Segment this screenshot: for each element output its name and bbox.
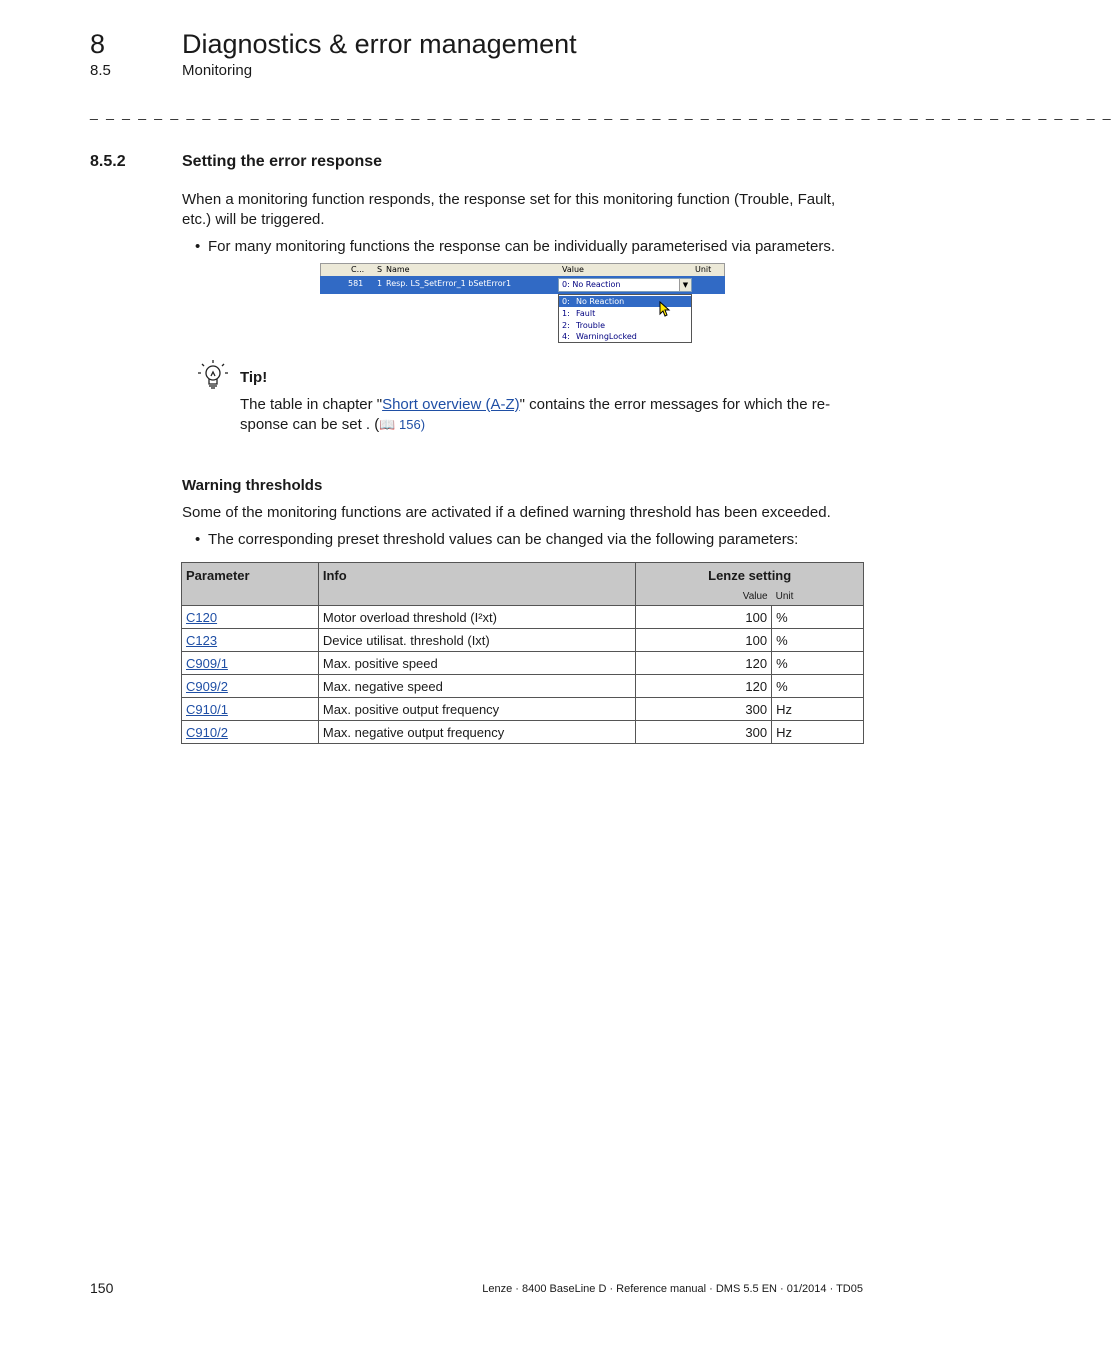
col-value: Value — [636, 588, 772, 606]
warning-thresholds-title: Warning thresholds — [182, 477, 323, 494]
param-value: 100 — [636, 606, 772, 629]
param-link[interactable]: C910/1 — [186, 701, 228, 717]
table-row — [182, 698, 864, 721]
param-value: 300 — [636, 721, 772, 744]
param-unit: % — [772, 606, 864, 629]
subsection-number: 8.5.2 — [90, 153, 126, 170]
table-row — [182, 675, 864, 698]
intro-line-2: etc.) will be triggered. — [182, 211, 325, 228]
param-link[interactable]: C909/1 — [186, 655, 228, 671]
section-title: Monitoring — [182, 62, 253, 79]
param-link[interactable]: C120 — [186, 609, 218, 625]
param-value: 120 — [636, 652, 772, 675]
header-value: Value — [562, 265, 584, 274]
short-overview-link[interactable]: Short overview (A-Z) — [382, 396, 520, 413]
page-number: 150 — [90, 1280, 114, 1296]
warning-paragraph: Some of the monitoring functions are activated if a defined warning threshold has been exceeded. — [182, 504, 831, 521]
param-link[interactable]: C910/2 — [186, 724, 228, 740]
intro-paragraph — [182, 190, 864, 230]
param-value: 120 — [636, 675, 772, 698]
table-row — [182, 606, 864, 629]
chapter-title: Diagnostics & error management — [182, 29, 577, 59]
dropdown-option[interactable]: 4: WarningLocked — [562, 332, 637, 341]
section-number: 8.5 — [90, 62, 111, 79]
param-info: Max. positive speed — [318, 652, 635, 675]
table-header-row — [182, 563, 864, 589]
screenshot-selected-row[interactable] — [320, 276, 725, 294]
mouse-cursor-icon — [659, 301, 671, 317]
lightbulb-icon — [196, 358, 230, 392]
page-reference-link[interactable]: 156) — [395, 417, 426, 432]
subsection-title: Setting the error response — [182, 153, 383, 170]
row-subcode: 1 — [377, 279, 383, 288]
dropdown-option[interactable]: 0: No Reaction — [559, 296, 691, 307]
tip-title: Tip! — [240, 369, 268, 386]
footer-text: Lenze · 8400 BaseLine D · Reference manual · DMS 5.5 EN · 01/2014 · TD05 — [482, 1283, 863, 1295]
intro-line-1: When a monitoring function responds, the response set for this monitoring function (Trouble, Fault, — [182, 191, 836, 208]
header-separator: _ _ _ _ _ _ _ _ _ _ _ _ _ _ _ _ _ _ _ _ _ _ _ _ _ _ _ _ _ _ _ _ _ _ _ _ _ _ _ _ _ _ _ _ _ _ _ _ _ _ _ _ _ _ _ _ _ _ _ _ _ _ _ _ — [90, 104, 1113, 120]
param-unit: % — [772, 675, 864, 698]
param-unit: % — [772, 629, 864, 652]
col-lenze-setting: Lenze setting — [636, 563, 864, 589]
chapter-number: 8 — [90, 29, 106, 59]
table-row — [182, 629, 864, 652]
param-info: Max. positive output frequency — [318, 698, 635, 721]
value-select[interactable] — [558, 278, 692, 292]
value-select-text: 0: No Reaction — [562, 280, 621, 289]
param-unit: Hz — [772, 721, 864, 744]
col-unit: Unit — [772, 588, 864, 606]
table-row — [182, 652, 864, 675]
table-row — [182, 721, 864, 744]
header-subcode: S — [377, 265, 383, 274]
bullet-icon: • — [195, 531, 201, 548]
dropdown-option[interactable]: 2: Trouble — [562, 321, 606, 330]
tip-text: The table in chapter "Short overview (A-Z)" contains the error messages for which the re- sponse can be set . (📖 156) — [240, 396, 831, 433]
dropdown-option[interactable]: 1: Fault — [562, 309, 596, 318]
bullet-parameters: For many monitoring functions the response can be individually parameterised via parameters. — [208, 238, 835, 255]
value-dropdown-list — [558, 294, 692, 343]
param-info: Max. negative output frequency — [318, 721, 635, 744]
param-info: Device utilisat. threshold (Ixt) — [318, 629, 635, 652]
param-unit: % — [772, 652, 864, 675]
col-parameter: Parameter — [182, 563, 319, 606]
threshold-parameters-table — [181, 562, 864, 744]
parameter-screenshot — [320, 263, 725, 343]
col-info: Info — [318, 563, 635, 606]
bullet-thresholds: The corresponding preset threshold values can be changed via the following parameters: — [208, 531, 799, 548]
param-unit: Hz — [772, 698, 864, 721]
book-icon: 📖 — [379, 417, 396, 432]
param-link[interactable]: C909/2 — [186, 678, 228, 694]
header-unit: Unit — [695, 265, 712, 274]
param-value: 100 — [636, 629, 772, 652]
bullet-icon: • — [195, 238, 201, 255]
chevron-down-icon[interactable]: ▼ — [679, 279, 691, 291]
param-value: 300 — [636, 698, 772, 721]
param-info: Motor overload threshold (I²xt) — [318, 606, 635, 629]
row-name: Resp. LS_SetError_1 bSetError1 — [386, 279, 512, 288]
header-name: Name — [386, 265, 410, 274]
screenshot-header-row — [320, 263, 725, 277]
param-link[interactable]: C123 — [186, 632, 218, 648]
param-info: Max. negative speed — [318, 675, 635, 698]
header-code: C... — [351, 265, 365, 274]
row-code: 581 — [348, 279, 364, 288]
